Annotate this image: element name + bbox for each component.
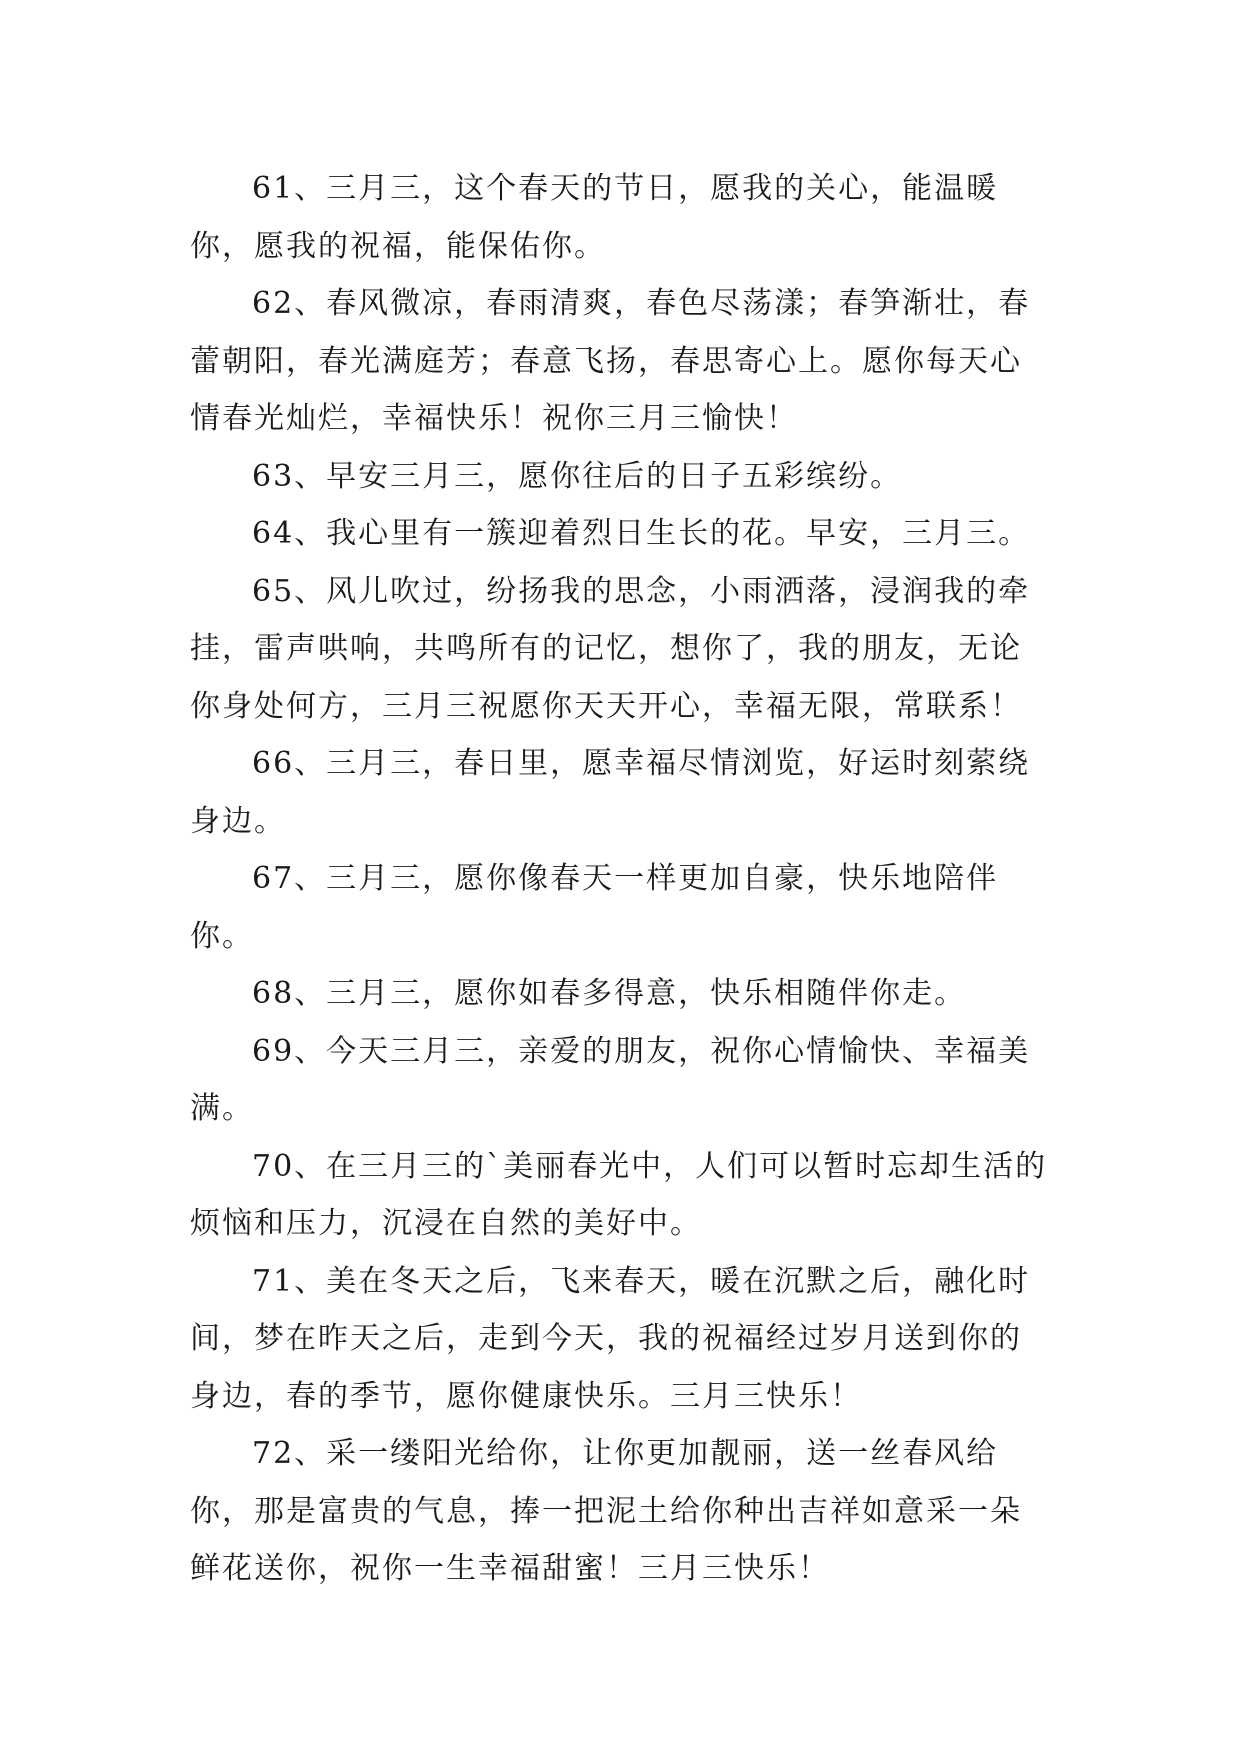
paragraph-65: 65、风儿吹过，纷扬我的思念，小雨洒落，浸润我的牵挂，雷声哄响，共鸣所有的记忆，想你了，我的朋友，无论你身处何方，三月三祝愿你天天开心，幸福无限，常联系！ xyxy=(190,573,1031,724)
paragraph-70: 70、在三月三的`美丽春光中，人们可以暂时忘却生活的烦恼和压力，沉浸在自然的美好中。 xyxy=(190,1148,1048,1241)
paragraph-64: 64、我心里有一簇迎着烈日生长的花。早安，三月三。 xyxy=(252,516,1031,551)
paragraph-63: 63、早安三月三，愿你往后的日子五彩缤纷。 xyxy=(252,458,903,494)
paragraph-62: 62、春风微凉，春雨清爽，春色尽荡漾；春笋渐壮，春蕾朝阳，春光满庭芳；春意飞扬，春思寄心上。愿你每天心情春光灿烂，幸福快乐！祝你三月三愉快！ xyxy=(190,286,1031,436)
paragraph-67: 67、三月三，愿你像春天一样更加自豪，快乐地陪伴你。 xyxy=(190,861,999,954)
paragraph-71: 71、美在冬天之后，飞来春天，暖在沉默之后，融化时间，梦在昨天之后，走到今天，我的祝福经过岁月送到你的身边，春的季节，愿你健康快乐。三月三快乐！ xyxy=(190,1263,1031,1414)
paragraph-72: 72、采一缕阳光给你，让你更加靓丽，送一丝春风给你，那是富贵的气息，捧一把泥土给你种出吉祥如意采一朵鲜花送你，祝你一生幸福甜蜜！三月三快乐！ xyxy=(190,1436,1022,1586)
paragraph-66: 66、三月三，春日里，愿幸福尽情浏览，好运时刻萦绕身边。 xyxy=(190,746,1031,839)
paragraph-68: 68、三月三，愿你如春多得意，快乐相随伴你走。 xyxy=(252,976,967,1011)
document-body xyxy=(190,160,1050,1598)
paragraph-61: 61、三月三，这个春天的节日，愿我的关心，能温暖你，愿我的祝福，能保佑你。 xyxy=(190,171,999,264)
paragraph-69: 69、今天三月三，亲爱的朋友，祝你心情愉快、幸福美满。 xyxy=(190,1033,1031,1126)
